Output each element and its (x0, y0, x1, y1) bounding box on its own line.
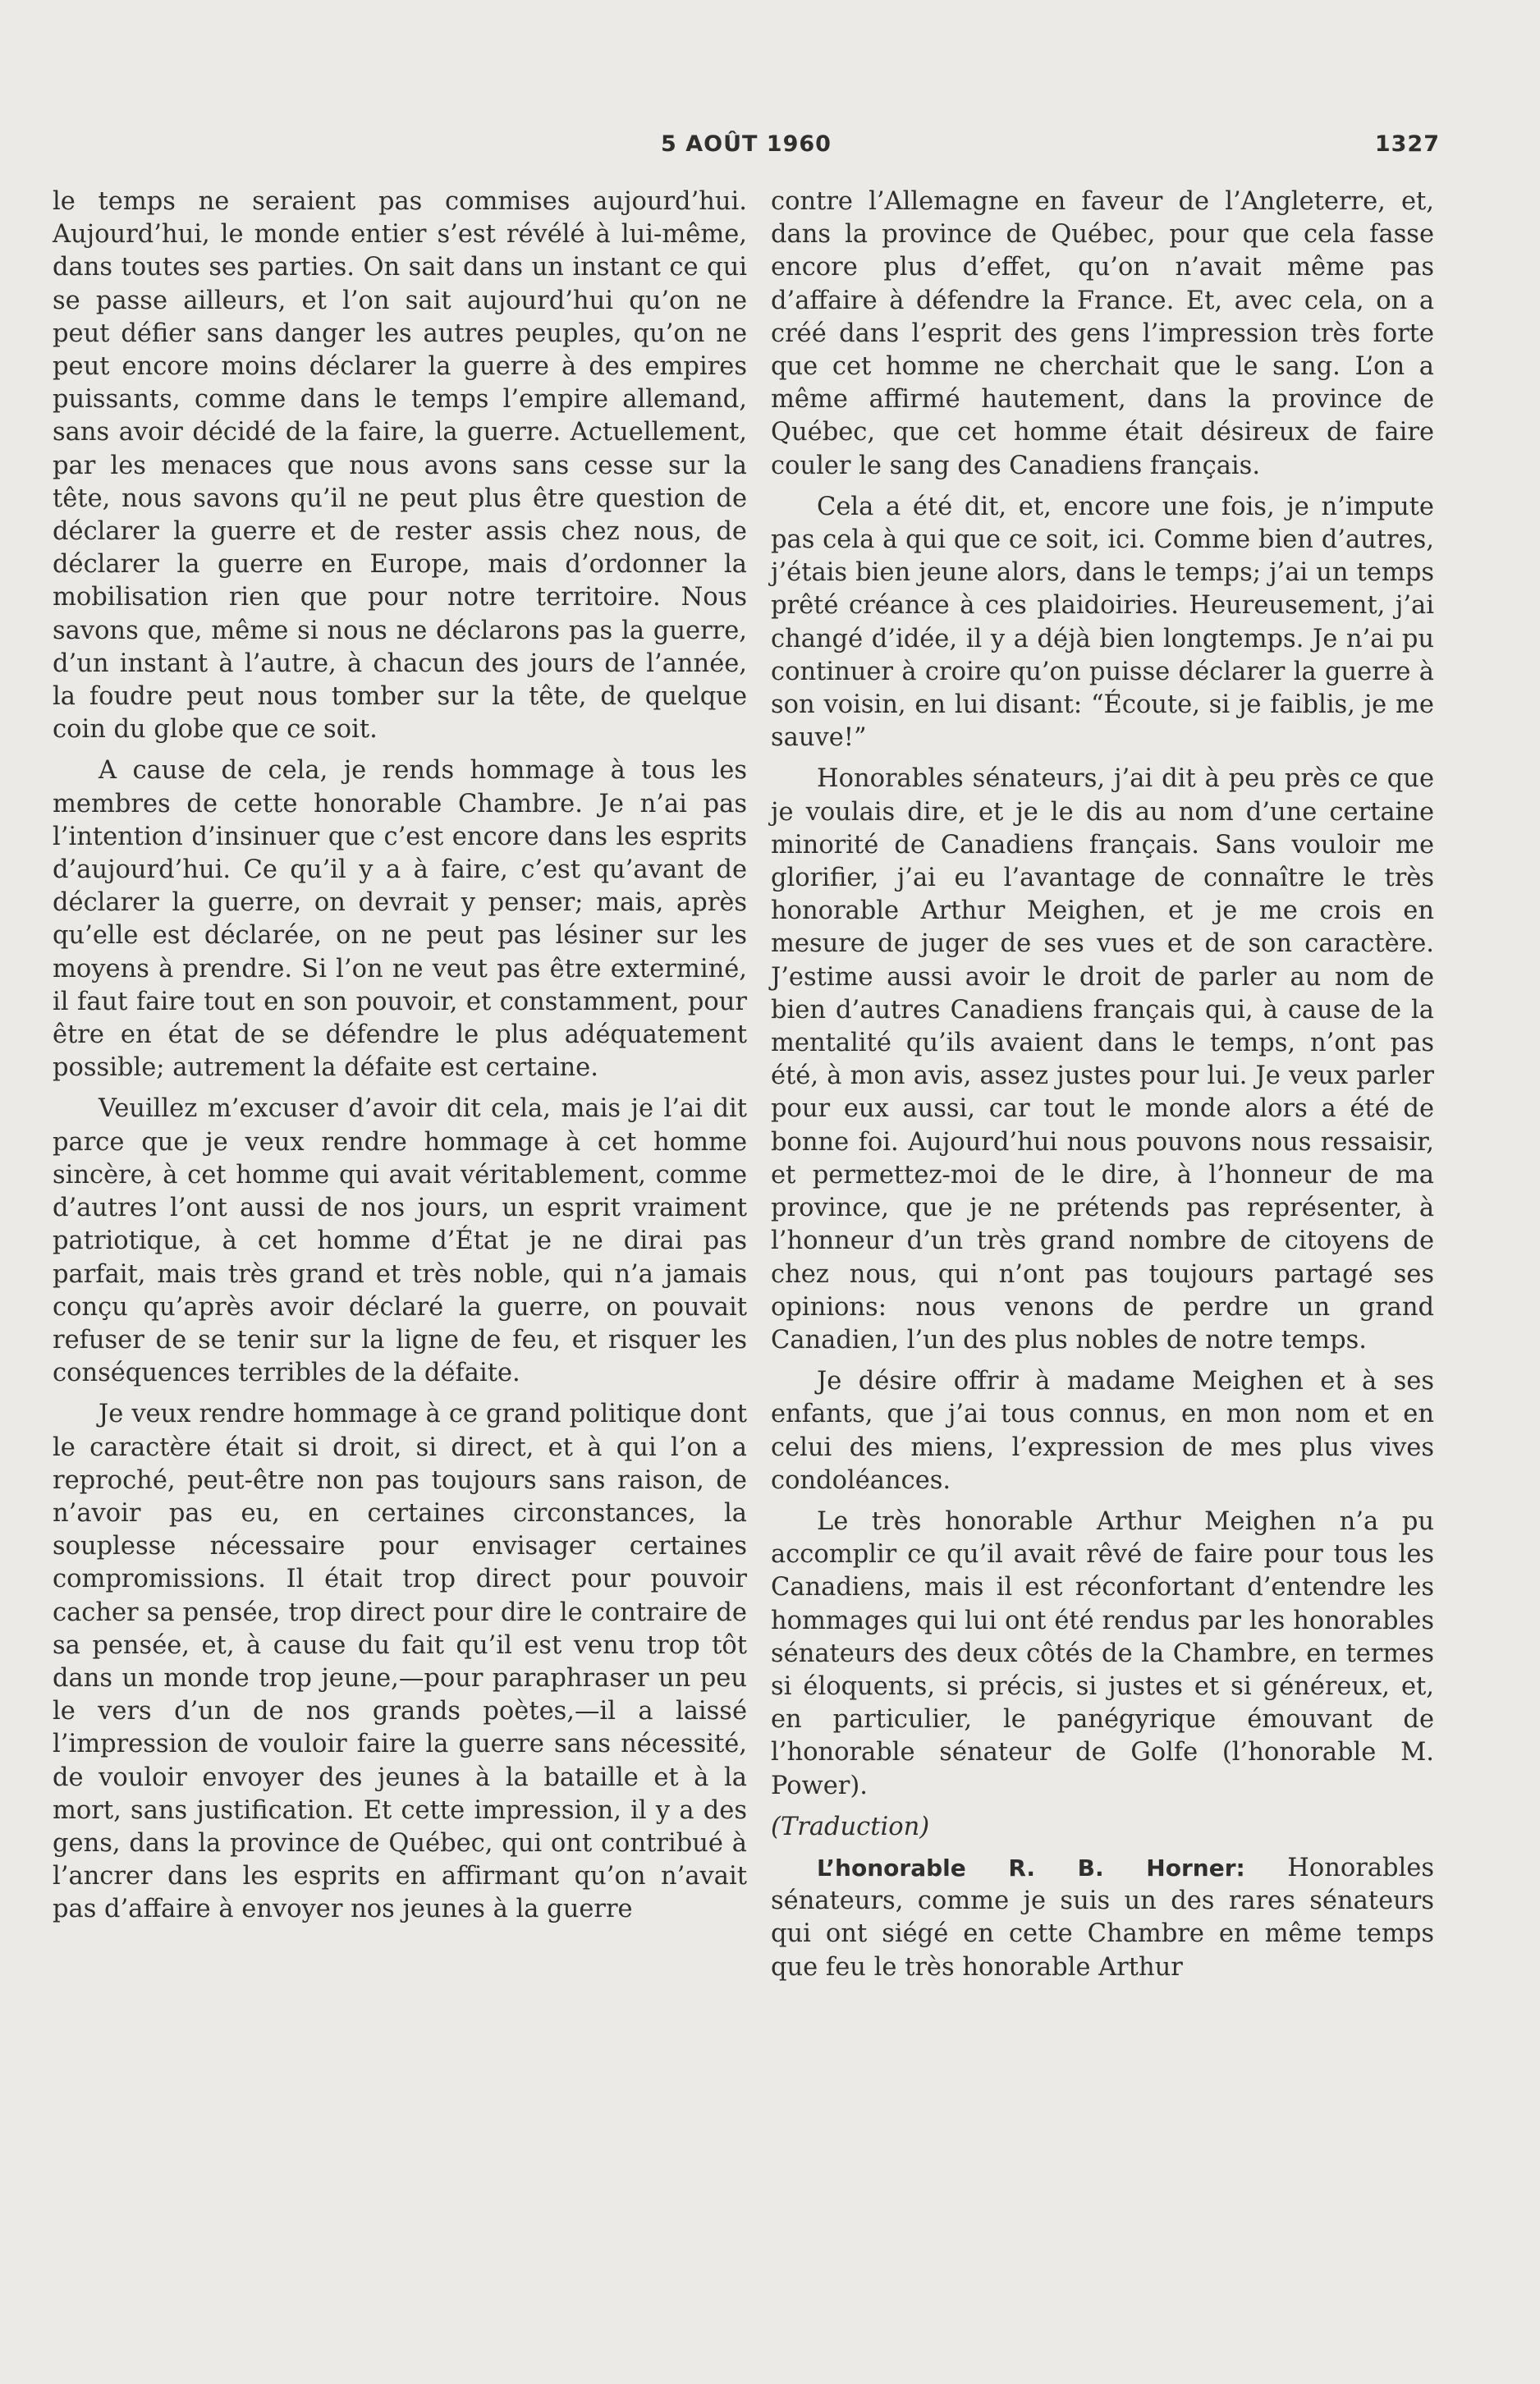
page-date: 5 AOÛT 1960 (661, 131, 832, 157)
paragraph: Le très honorable Arthur Meighen n’a pu accomplir ce qu’il avait rêvé de faire pour tous les Canadiens, mais il est réconfortant d’entendre les hommages qui lui ont été rendus par les honorables sénateurs des deux côtés de la Chambre, en termes si éloquents, si précis, si justes et si généreux, et, en particulier, le panégyrique émouvant de l’honorable sénateur de Golfe (l’honorable M. Power). (771, 1506, 1434, 1800)
paragraph: Je désire offrir à madame Meighen et à ses enfants, que j’ai tous connus, en mon nom et en celui des miens, l’expression de mes plus vives condoléances. (771, 1367, 1434, 1495)
paragraph: Cela a été dit, et, encore une fois, je n’impute pas cela à qui que ce soit, ici. Comme bien d’autres, j’étais bien jeune alors, dans le temps; j’ai un temps prêté créance à ces plaidoiries. Heureusement, j’ai changé d’idée, il y a déjà bien longtemps. Je n’ai pu continuer à croire qu’on puisse déclarer la guerre à son voisin, en lui disant: “Écoute, si je faiblis, je me sauve!” (771, 492, 1434, 753)
paragraph: A cause de cela, je rends hommage à tous les membres de cette honorable Chambre. Je n’ai pas l’intention d’insinuer que c’est encore dans les esprits d’aujourd’hui. Ce qu’il y a à faire, c’est qu’avant de déclarer la guerre, on devrait y penser; mais, après qu’elle est déclarée, on ne peut pas lésiner sur les moyens à prendre. Si l’on ne veut pas être exterminé, il faut faire tout en son pouvoir, et constamment, pour être en état de se défendre le plus adéquatement possible; autrement la défaite est certaine. (53, 756, 747, 1083)
paragraph: contre l’Allemagne en faveur de l’Angleterre, et, dans la province de Québec, pour que cela fasse encore plus d’effet, qu’on n’avait même pas d’affaire à défendre la France. Et, avec cela, on a créé dans l’esprit des gens l’impression très forte que cet homme ne cherchait que le sang. L’on a même affirmé hautement, dans la province de Québec, que cet homme était désireux de faire couler le sang des Canadiens français. (771, 187, 1434, 480)
paragraph: Je veux rendre hommage à ce grand politique dont le caractère était si droit, si direct, et à qui l’on a reproché, peut-être non pas toujours sans raison, de n’avoir pas eu, en certaines circonstances, la souplesse nécessaire pour envisager certaines compromissions. Il était trop direct pour pouvoir cacher sa pensée, trop direct pour dire le contraire de sa pensée, et, à cause du fait qu’il est venu trop tôt dans un monde trop jeune,—pour paraphraser un peu le vers d’un de nos grands poètes,—il a laissé l’impression de vouloir faire la guerre sans nécessité, de vouloir envoyer des jeunes à la bataille et à la mort, sans justification. Et cette impression, il y a des gens, dans la province de Québec, qui ont contribué à l’ancrer dans les esprits en affirmant qu’on n’avait pas d’affaire à envoyer nos jeunes à la guerre (53, 1400, 747, 1924)
speech-paragraph (771, 1852, 1434, 1984)
running-head (53, 131, 1440, 164)
translation-label: (Traduction) (771, 1812, 930, 1841)
page-number: 1327 (1374, 131, 1440, 157)
speech-text: Honorables sénateurs, comme je suis un des rares sénateurs qui ont siégé en cette Chambre en même temps que feu le très honorable Arthur (771, 1853, 1434, 1982)
paragraph: Veuillez m’excuser d’avoir dit cela, mais je l’ai dit parce que je veux rendre hommage à cet homme sincère, à cet homme qui avait véritablement, comme d’autres l’ont aussi de nos jours, un esprit vraiment patriotique, à cet homme d’État je ne dirai pas parfait, mais très grand et très noble, qui n’a jamais conçu qu’après avoir déclaré la guerre, on pouvait refuser de se tenir sur la ligne de feu, et risquer les conséquences terribles de la défaite. (53, 1094, 747, 1388)
paragraph: le temps ne seraient pas commises aujourd’hui. Aujourd’hui, le monde entier s’est révélé à lui-même, dans toutes ses parties. On sait dans un instant ce qui se passe ailleurs, et l’on sait aujourd’hui qu’on ne peut défier sans danger les autres peuples, qu’on ne peut encore moins déclarer la guerre à des empires puissants, comme dans le temps l’empire allemand, sans avoir décidé de la faire, la guerre. Actuellement, par les menaces que nous avons sans cesse sur la tête, nous savons qu’il ne peut plus être question de déclarer la guerre et de rester assis chez nous, de déclarer la guerre en Europe, mais d’ordonner la mobilisation rien que pour notre territoire. Nous savons que, même si nous ne déclarons pas la guerre, d’un instant à l’autre, à chacun des jours de l’année, la foudre peut nous tomber sur la tête, de quelque coin du globe que ce soit. (53, 187, 747, 745)
paragraph: Honorables sénateurs, j’ai dit à peu près ce que je voulais dire, et je le dis au nom d’une certaine minorité de Canadiens français. Sans vouloir me glorifier, j’ai eu l’avantage de connaître le très honorable Arthur Meighen, et je me crois en mesure de juger de ses vues et de son caractère. J’estime aussi avoir le droit de parler au nom de bien d’autres Canadiens français qui, à cause de la mentalité qu’ils avaient dans le temps, n’ont pas été, à mon avis, assez justes pour lui. Je veux parler pour eux aussi, car tout le monde alors a été de bonne foi. Aujourd’hui nous pouvons nous ressaisir, et permettez-moi de le dire, à l’honneur de ma province, que je ne prétends pas représenter, à l’honneur d’un très grand nombre de citoyens de chez nous, qui n’ont pas toujours partagé ses opinions: nous venons de perdre un grand Canadien, l’un des plus nobles de notre temps. (771, 764, 1434, 1355)
left-column (53, 186, 747, 1935)
speaker-name: L’honorable R. B. Horner: (817, 1854, 1245, 1882)
right-column (771, 186, 1434, 1992)
